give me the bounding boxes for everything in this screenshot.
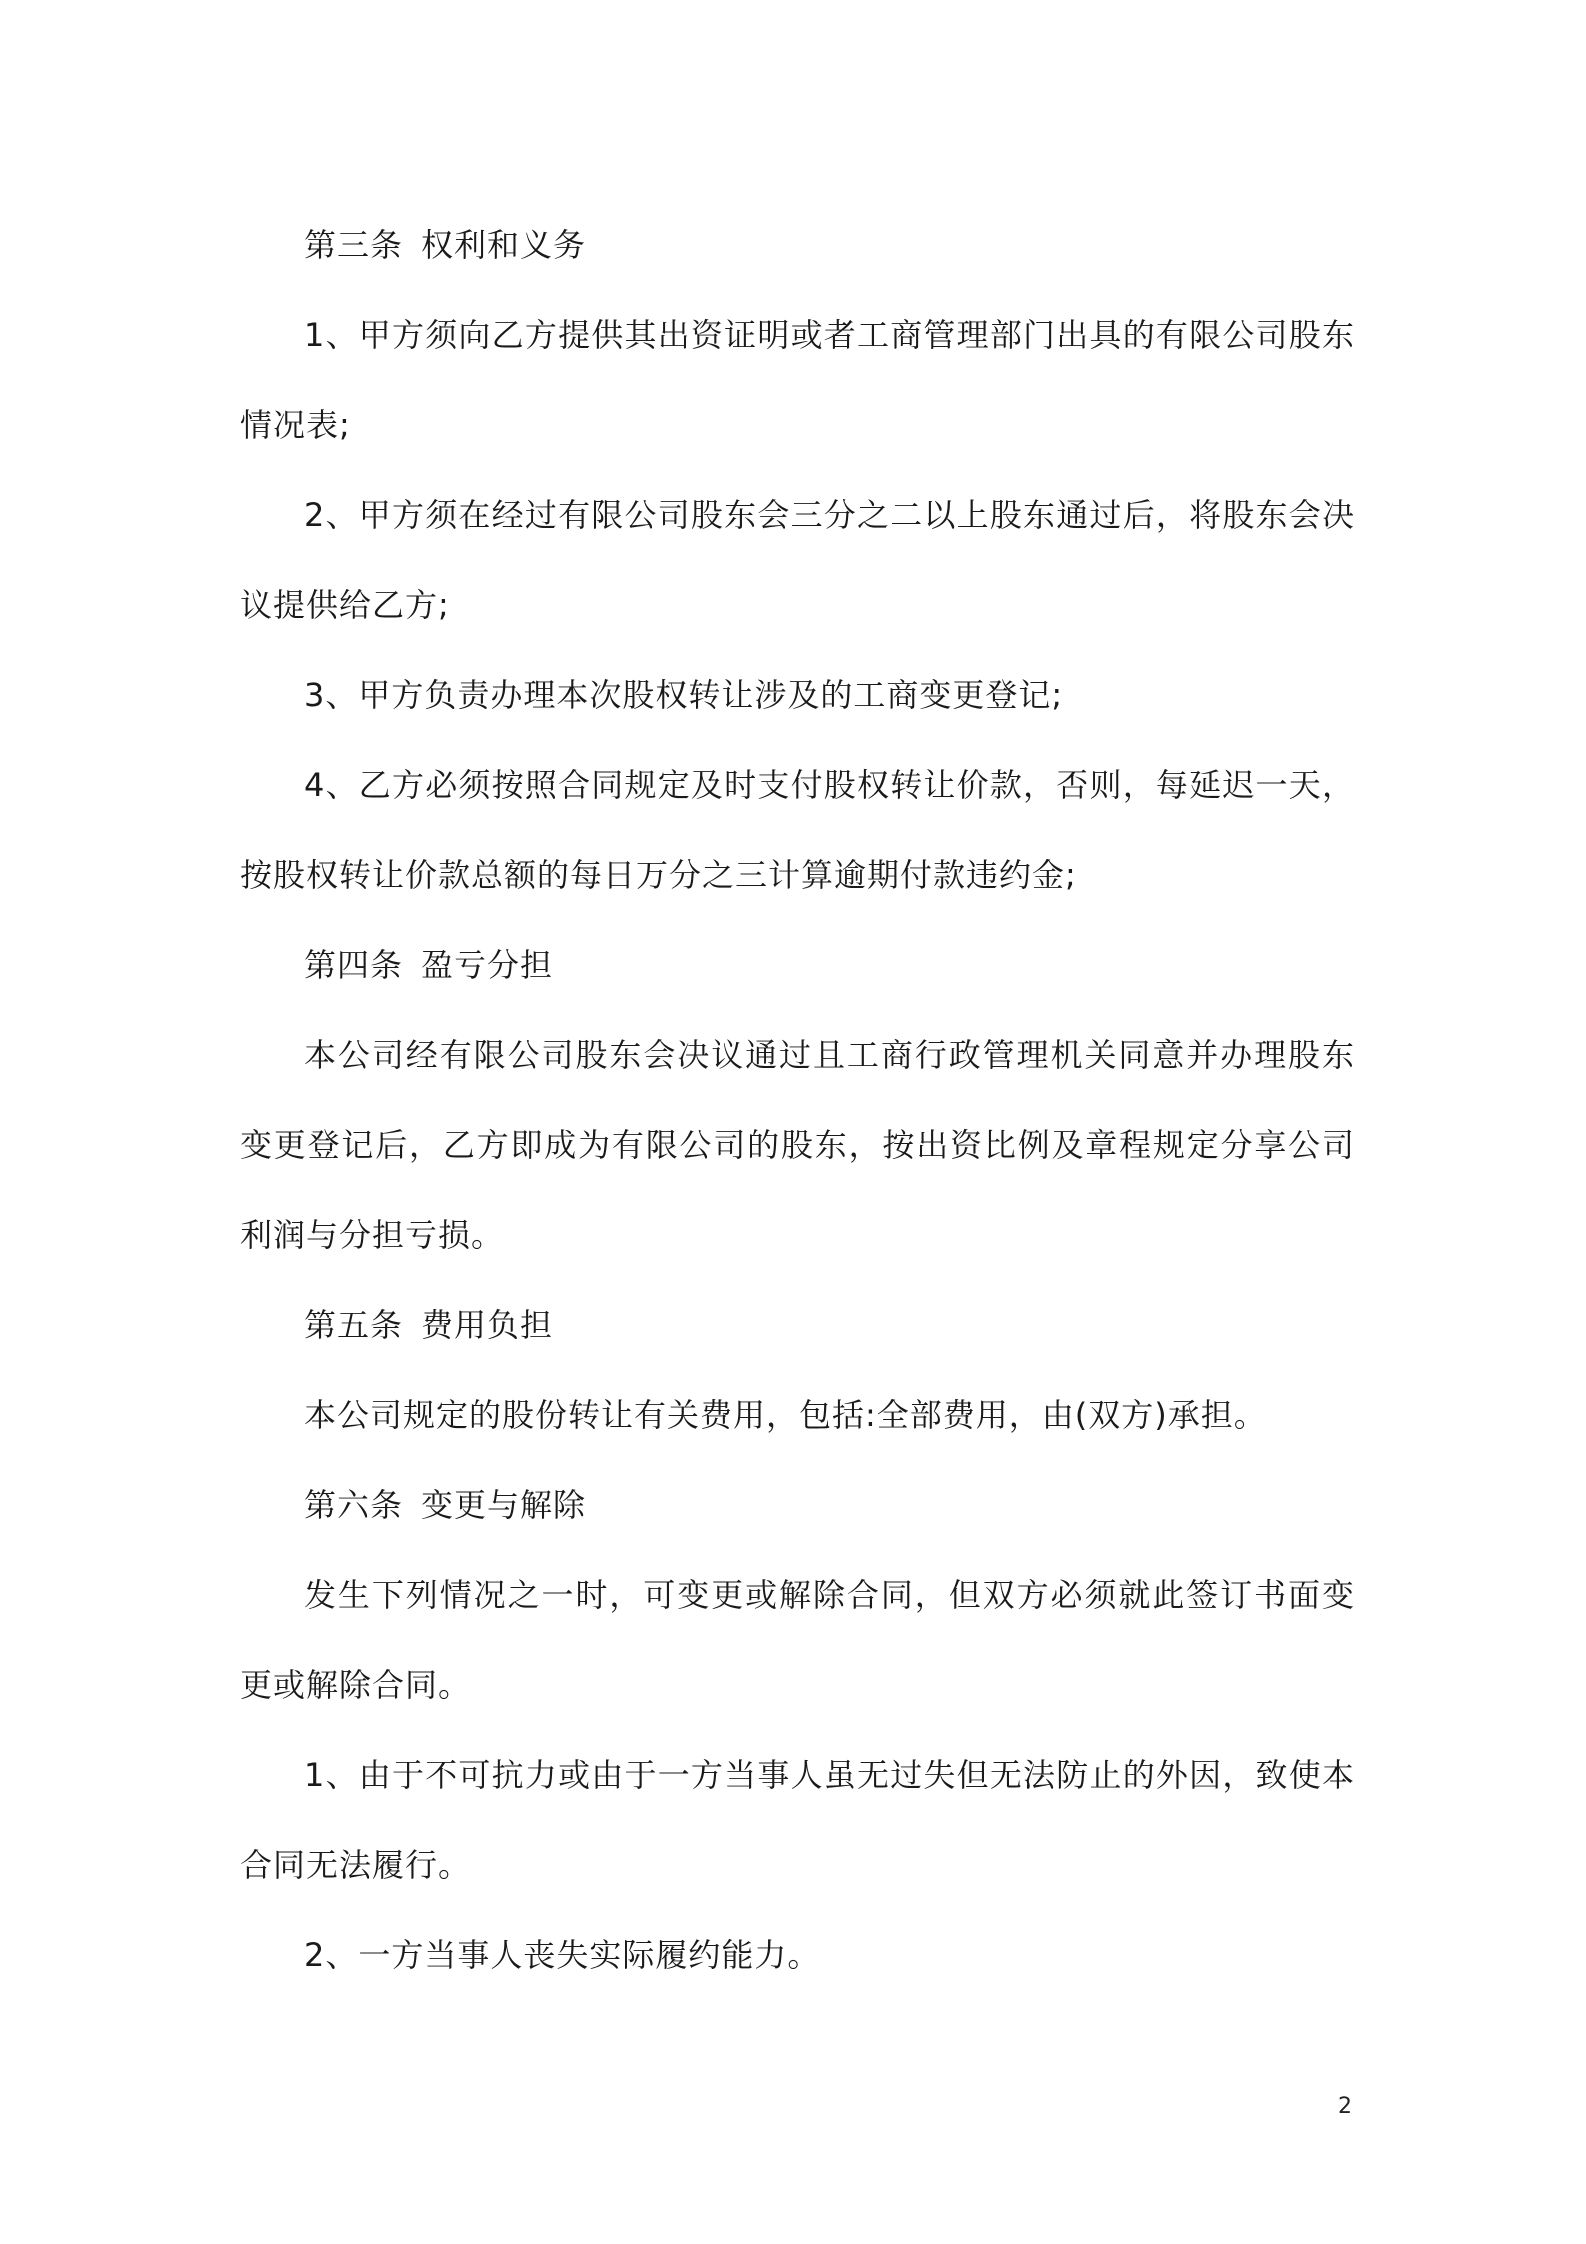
article-5-heading [240, 1280, 1355, 1370]
paragraph: 发生下列情况之一时，可变更或解除合同，但双方必须就此签订书面变更或解除合同。 [240, 1576, 1355, 1704]
article-number: 第五条 [304, 1306, 404, 1344]
paragraph: 1、由于不可抗力或由于一方当事人虽无过失但无法防止的外因，致使本合同无法履行。 [240, 1756, 1355, 1884]
paragraph: 3、甲方负责办理本次股权转让涉及的工商变更登记; [304, 676, 1064, 714]
article-4-heading [240, 920, 1355, 1010]
paragraph: 1、甲方须向乙方提供其出资证明或者工商管理部门出具的有限公司股东情况表; [240, 316, 1355, 444]
paragraph: 本公司规定的股份转让有关费用，包括:全部费用，由(双方)承担。 [304, 1396, 1267, 1434]
paragraph: 本公司经有限公司股东会决议通过且工商行政管理机关同意并办理股东变更登记后，乙方即成为有限公司的股东，按出资比例及章程规定分享公司利润与分担亏损。 [240, 1036, 1355, 1254]
article-title: 变更与解除 [421, 1486, 587, 1524]
article-3-heading [240, 200, 1355, 290]
article-title: 费用负担 [421, 1306, 554, 1344]
paragraph: 4、乙方必须按照合同规定及时支付股权转让价款，否则，每延迟一天，按股权转让价款总额的每日万分之三计算逾期付款违约金; [240, 766, 1355, 894]
article-number: 第三条 [304, 226, 404, 264]
page-number: 2 [1338, 2094, 1352, 2119]
article-6-heading [240, 1460, 1355, 1550]
document-body [240, 200, 1355, 2000]
article-title: 权利和义务 [421, 226, 587, 264]
paragraph: 2、一方当事人丧失实际履约能力。 [304, 1936, 821, 1974]
paragraph: 2、甲方须在经过有限公司股东会三分之二以上股东通过后，将股东会决议提供给乙方; [240, 496, 1355, 624]
article-number: 第四条 [304, 946, 404, 984]
article-title: 盈亏分担 [421, 946, 554, 984]
article-number: 第六条 [304, 1486, 404, 1524]
